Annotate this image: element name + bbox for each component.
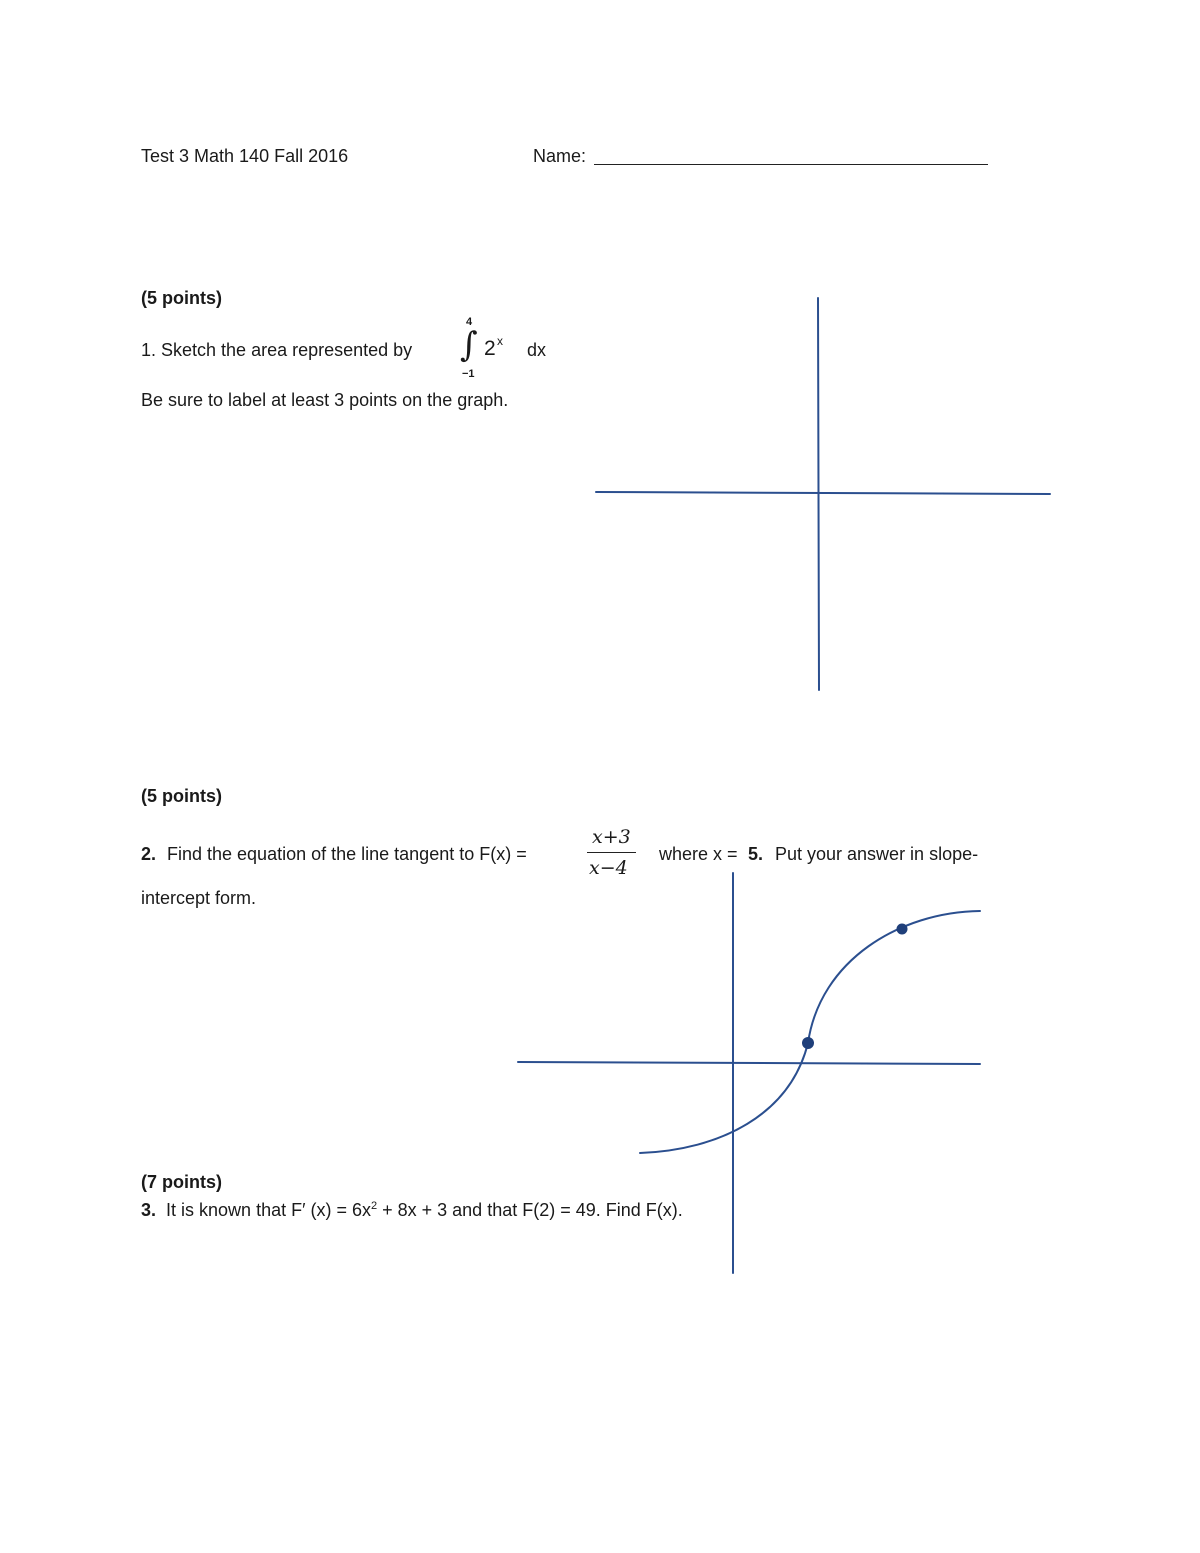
q2-numerator: x+3 — [592, 826, 631, 848]
q1-differential: dx — [527, 340, 547, 360]
q3-points: (7 points) — [141, 1172, 222, 1192]
q1-integral-lower: −1 — [462, 368, 475, 380]
test-title: Test 3 Math 140 Fall 2016 — [141, 146, 349, 166]
name-label: Name: — [533, 146, 587, 166]
q2-where-value: 5. — [748, 844, 764, 864]
q2-x-axis — [518, 1062, 980, 1064]
q1-integral-upper: 4 — [466, 316, 473, 328]
q1-axes — [596, 298, 1050, 690]
q1-instruction: Be sure to label at least 3 points on the graph. — [141, 390, 509, 410]
q1-x-axis — [596, 492, 1050, 494]
q1-prompt: 1. Sketch the area represented by — [141, 340, 413, 360]
q1-points: (5 points) — [141, 288, 222, 308]
q2-point-x-intercept — [802, 1037, 814, 1049]
q2-continuation: intercept form. — [141, 888, 257, 908]
q2-curve — [640, 911, 980, 1153]
q1-integrand-base: 2 — [484, 337, 496, 360]
q2-rest: Put your answer in slope- — [775, 844, 979, 864]
q2-point-upper — [897, 924, 908, 935]
q2-points: (5 points) — [141, 786, 222, 806]
q3-text-a: It is known that F′ (x) = 6x — [166, 1200, 371, 1220]
q2-number: 2. — [141, 844, 157, 864]
q3-number: 3. — [141, 1200, 157, 1220]
q2-where-text: where x = — [659, 844, 738, 864]
q1-integrand-exponent: x — [497, 334, 503, 348]
q3-text-b: + 8x + 3 and that F(2) = 49. Find F(x). — [377, 1200, 683, 1220]
q2-graph — [518, 873, 980, 1273]
q3-exponent: 2 — [370, 1200, 378, 1212]
q2-denominator: x−4 — [589, 857, 628, 879]
q1-y-axis — [818, 298, 819, 690]
integral-sign-icon: ∫ — [460, 325, 478, 365]
q2-prompt: Find the equation of the line tangent to F(x) = — [167, 844, 527, 864]
